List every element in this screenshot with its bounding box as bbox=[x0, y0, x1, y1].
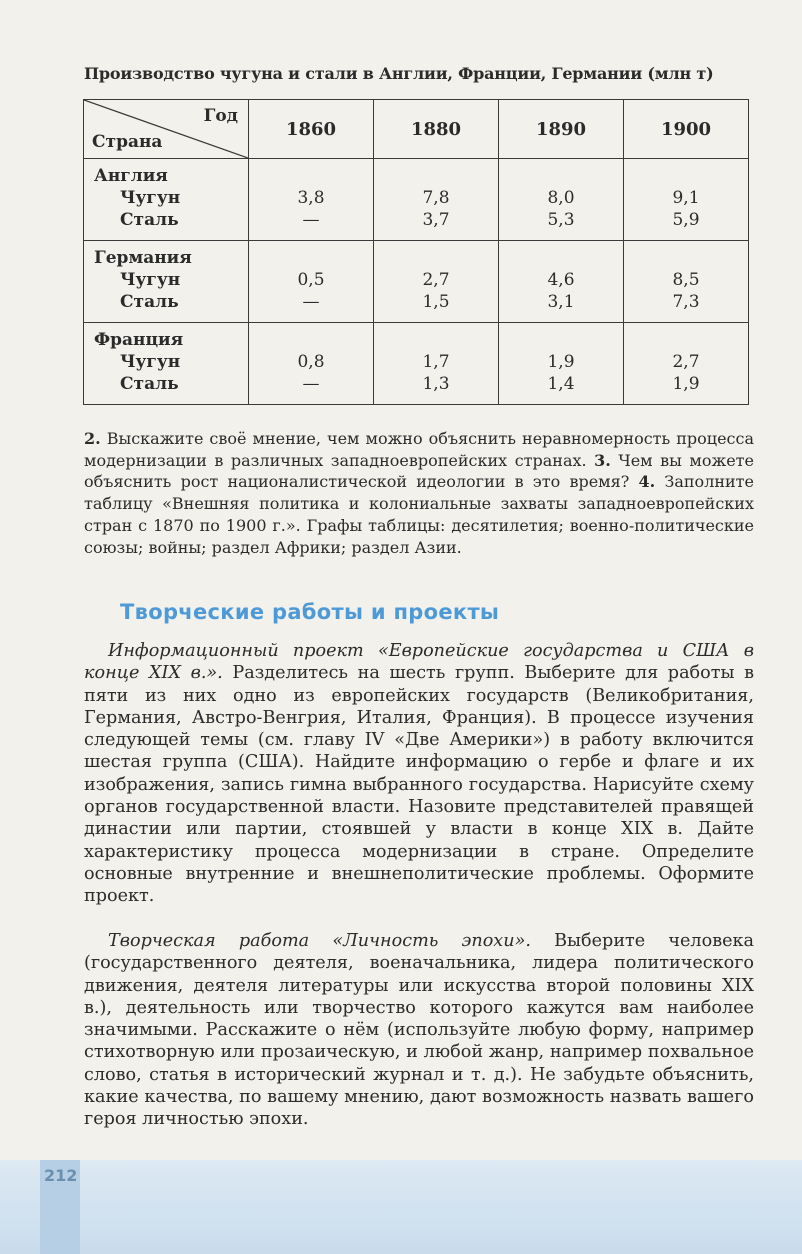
table-row-germany bbox=[84, 241, 749, 323]
metal-label: Сталь bbox=[120, 210, 179, 230]
question-number: 3. bbox=[594, 450, 611, 470]
value-cell: 1,9 1,4 bbox=[499, 323, 624, 405]
value-cell: 1,7 1,3 bbox=[374, 323, 499, 405]
creative-title: Творческая работа «Личность эпохи». bbox=[108, 931, 531, 951]
metal-label: Чугун bbox=[120, 188, 181, 208]
value-cell: 4,6 3,1 bbox=[499, 241, 624, 323]
section-heading: Творческие работы и проекты bbox=[120, 600, 500, 624]
question-text: Заполните таблицу «Внешняя политика и колониальные захваты западноевропейских стран с 1870 по 1900 г.». Графы таблицы: десятилетия; военно-политические союзы; войны; раздел Африки; раздел Азии. bbox=[84, 472, 755, 557]
project-text: Разделитесь на шесть групп. Выберите для работы в пяти из них одно из европейских государств (Великобритания, Германия, Австро-Венгрия, Италия, Франция). В процессе изучения следующей темы (см. главу IV «Две Америки») в работу включится шестая группа (США). Найдите информацию о гербе и флаге и их изображения, запись гимна выбранного государства. Нарисуйте схему органов государственной власти. Назовите представителей правящей династии или партии, стоявшей у власти в конце XIX в. Дайте характеристику процесса модернизации в стране. Определите основные внутренние и внешнеполитические проблемы. Оформите проект. bbox=[84, 663, 754, 907]
year-header-1890: 1890 bbox=[499, 100, 624, 159]
project-paragraph bbox=[84, 640, 754, 908]
metal-label: Сталь bbox=[120, 292, 179, 312]
question-number: 2. bbox=[84, 429, 101, 448]
value-cell: 0,5 — bbox=[249, 241, 374, 323]
country-cell bbox=[84, 241, 249, 323]
value-cell: 8,0 5,3 bbox=[499, 159, 624, 241]
table-header-row bbox=[84, 100, 749, 159]
table-caption: Производство чугуна и стали в Англии, Франции, Германии (млн т) bbox=[84, 64, 714, 83]
year-header-1880: 1880 bbox=[374, 100, 499, 159]
page-footer-band bbox=[0, 1160, 802, 1254]
country-cell bbox=[84, 323, 249, 405]
corner-country-label: Страна bbox=[92, 132, 163, 152]
creative-text: Выберите человека (государственного деятеля, военачальника, лидера политического движения, деятеля литературы или искусства второй половины XIX в.), деятельность или творчество которого кажутся вам наиболее значимыми. Расскажите о нём (используйте любую форму, например стихотворную или прозаическую, и любой жанр, например похвальное слово, статья в исторический журнал и т. д.). Не забудьте объяснить, какие качества, по вашему мнению, дают возможность назвать вашего героя личностью эпохи. bbox=[84, 931, 754, 1130]
value-cell: 9,1 5,9 bbox=[624, 159, 749, 241]
metal-label: Сталь bbox=[120, 374, 179, 394]
project-title: Информационный проект «Европейские государства и США в конце XIX в.». bbox=[84, 641, 754, 684]
value-cell: 0,8 — bbox=[249, 323, 374, 405]
metal-label: Чугун bbox=[120, 352, 181, 372]
year-header-1900: 1900 bbox=[624, 100, 749, 159]
question-number: 4. bbox=[638, 472, 656, 492]
country-name: Германия bbox=[94, 248, 192, 268]
country-name: Франция bbox=[94, 330, 184, 350]
corner-year-label: Год bbox=[203, 106, 238, 126]
value-cell: 8,5 7,3 bbox=[624, 241, 749, 323]
country-cell bbox=[84, 159, 249, 241]
value-cell: 3,8 — bbox=[249, 159, 374, 241]
production-table bbox=[83, 99, 749, 405]
value-cell: 2,7 1,5 bbox=[374, 241, 499, 323]
country-name: Англия bbox=[94, 166, 168, 186]
page-number: 212 bbox=[44, 1166, 78, 1185]
metal-label: Чугун bbox=[120, 270, 181, 290]
year-header-1860: 1860 bbox=[249, 100, 374, 159]
table-corner-cell bbox=[84, 100, 249, 159]
creative-paragraph bbox=[84, 930, 754, 1131]
value-cell: 7,8 3,7 bbox=[374, 159, 499, 241]
question-text: Выскажите своё мнение, чем можно объяснить неравномерность процесса модернизации в различных западноевропейских странах. bbox=[84, 429, 754, 470]
question-text: Чем вы можете объяснить рост националистической идеологии в это время? bbox=[84, 450, 754, 492]
table-row-england bbox=[84, 159, 749, 241]
value-cell: 2,7 1,9 bbox=[624, 323, 749, 405]
questions-paragraph bbox=[84, 428, 754, 558]
table-row-france bbox=[84, 323, 749, 405]
